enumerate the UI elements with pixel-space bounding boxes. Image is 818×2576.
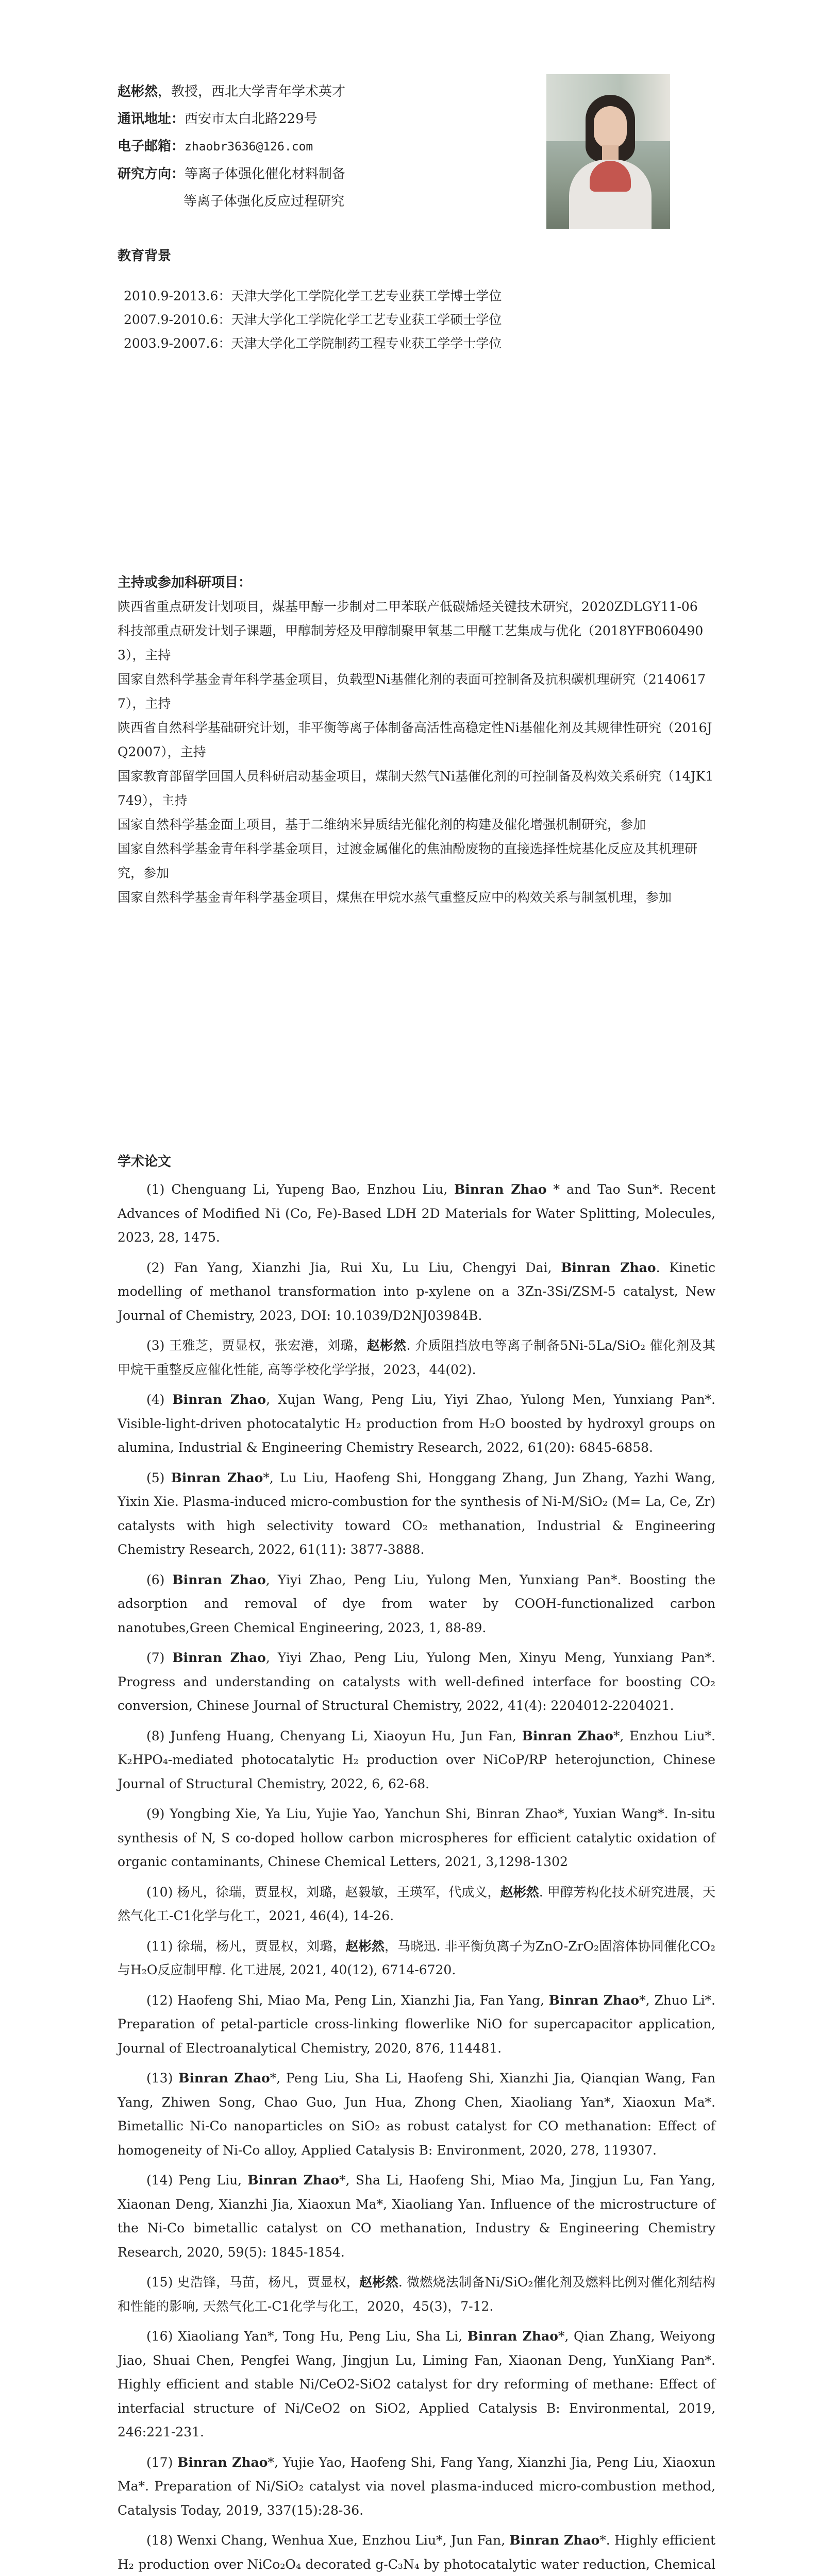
grant-item: 国家自然科学基金面上项目，基于二维纳米异质结光催化剂的构建及催化增强机制研究，参加 — [118, 817, 646, 832]
paper-text-post: *, Peng Liu, Sha Li, Haofeng Shi, Xianzhi Jia, Qianqian Wang, Fan Yang, Zhiwen Song, Chao Guo, Jun Hua, Zhong Chen, Xiaoliang Yan*, Xiaoxun Ma*. Bimetallic Ni-Co nanoparticles on SiO₂ as robust catalyst for CO methanation: Effect of homogeneity of Ni-Co alloy, Applied Catalysis B: Environment, 2020, 278, 119307. — [118, 2071, 716, 2158]
paper-item — [118, 1178, 715, 1250]
paper-text-pre: (2) Fan Yang, Xianzhi Jia, Rui Xu, Lu Liu, Chengyi Dai, — [146, 1260, 561, 1275]
paper-item — [118, 2270, 715, 2318]
education-item: 2010.9-2013.6：天津大学化工学院化学工艺专业获工学博士学位 — [124, 289, 502, 303]
research-line-2 — [118, 188, 581, 215]
education-section — [118, 244, 715, 355]
paper-item — [118, 1466, 715, 1562]
research-value-1: 等离子体强化催化材料制备 — [185, 166, 346, 182]
paper-text-post: . Kinetic modelling of methanol transformation into p-xylene on a 3Zn-3Si/ZSM-5 catalyst, New Journal of Chemistry, 2023, DOI: 10.1039/D2NJ03984B. — [118, 1260, 715, 1323]
grant-item: 科技部重点研发计划子课题，甲醇制芳烃及甲醇制聚甲氧基二甲醚工艺集成与优化（2018YFB0604903），主持 — [118, 623, 704, 663]
education-item: 2003.9-2007.6：天津大学化工学院制药工程专业获工学学士学位 — [124, 336, 502, 351]
paper-author-highlight: Binran Zhao — [548, 1992, 640, 2008]
paper-item — [118, 2168, 715, 2264]
email-value[interactable]: zhaobr3636@126.com — [185, 140, 313, 154]
paper-author-highlight: Binran Zhao — [171, 1470, 263, 1485]
paper-item — [118, 2529, 715, 2576]
paper-author-highlight: 赵彬然 — [359, 2275, 398, 2290]
paper-author-highlight: Binran Zhao — [522, 1728, 613, 1743]
education-heading: 教育背景 — [118, 248, 172, 264]
grants-section — [118, 571, 715, 909]
address-line — [118, 106, 581, 133]
grants-list — [118, 595, 715, 909]
paper-author-highlight: Binran Zhao — [454, 1182, 547, 1197]
paper-text-pre: (9) Yongbing Xie, Ya Liu, Yujie Yao, Yanchun Shi, Binran Zhao*, Yuxian Wang*. In-situ synthesis of N, S co-doped hollow carbon microspheres for efficient catalytic oxidation of organic contaminants, Chinese Chemical Letters, 2021, 3,1298-1302 — [118, 1806, 715, 1869]
paper-text-post: . 介质阻挡放电等离子制备5Ni-5La/SiO₂ 催化剂及其甲烷干重整反应催化性能, 高等学校化学学报，2023，44(02). — [118, 1338, 715, 1377]
paper-text-post: , Yiyi Zhao, Peng Liu, Yulong Men, Yunxiang Pan*. Boosting the adsorption and removal of dye from water by COOH-functionalized carbon nanotubes,Green Chemical Engineering, 2023, 1, 88-89. — [118, 1572, 716, 1635]
paper-author-highlight: Binran Zhao — [177, 2454, 268, 2470]
grant-item: 国家自然科学基金青年科学基金项目，过渡金属催化的焦油酚废物的直接选择性烷基化反应及其机理研究，参加 — [118, 841, 698, 880]
paper-item — [118, 2451, 715, 2523]
paper-text-post: . 甲醇芳构化技术研究进展，天然气化工-C1化学与化工，2021, 46(4), 14-26. — [118, 1884, 715, 1923]
person-name: 赵彬然 — [118, 84, 158, 99]
grant-item: 国家教育部留学回国人员科研启动基金项目，煤制天然气Ni基催化剂的可控制备及构效关系研究（14JK1749），主持 — [118, 769, 714, 808]
paper-author-highlight: 赵彬然 — [500, 1884, 539, 1900]
paper-text-post: * and Tao Sun*. Recent Advances of Modified Ni (Co, Fe)-Based LDH 2D Materials for Water Splitting, Molecules, 2023, 28, 1475. — [118, 1182, 715, 1245]
paper-text-pre: (12) Haofeng Shi, Miao Ma, Peng Lin, Xianzhi Jia, Fan Yang, — [146, 1992, 549, 2008]
paper-item — [118, 1989, 715, 2061]
profile-photo — [546, 74, 670, 229]
paper-text-pre: (3) 王雅芝，贾显权，张宏港，刘璐， — [146, 1338, 367, 1353]
paper-item — [118, 1256, 715, 1328]
paper-author-highlight: Binran Zhao — [561, 1260, 656, 1275]
paper-text-post: *, Qian Zhang, Weiyong Jiao, Shuai Chen, Pengfei Wang, Jingjun Lu, Liming Fan, Xiaonan Deng, YunXiang Pan*. Highly efficient and stable Ni/CeO2-SiO2 catalyst for dry reforming of methane: Effect of interfacial structure of Ni/CeO2 on SiO2, Applied Catalysis B: Environmental, 2019, 246:221-231. — [118, 2329, 715, 2439]
paper-text-pre: (13) — [146, 2071, 179, 2086]
paper-item — [118, 1568, 715, 1640]
paper-text-post: *, Zhuo Li*. Preparation of petal-particle cross-linking flowerlike NiO for supercapacitor application, Journal of Electroanalytical Chemistry, 2020, 876, 114481. — [118, 1992, 716, 2056]
paper-text-pre: (1) Chenguang Li, Yupeng Bao, Enzhou Liu, — [146, 1182, 455, 1197]
paper-text-post: . 微燃烧法制备Ni/SiO₂催化剂及燃料比例对催化剂结构和性能的影响, 天然气化工-C1化学与化工，2020，45(3)，7-12. — [118, 2275, 715, 2314]
paper-text-pre: (8) Junfeng Huang, Chenyang Li, Xiaoyun Hu, Jun Fan, — [146, 1728, 522, 1743]
paper-item — [118, 1334, 715, 1382]
paper-text-post: *, Enzhou Liu*. K₂HPO₄-mediated photocatalytic H₂ production over NiCoP/RP heterojunction, Chinese Journal of Structural Chemistry, 2022, 6, 62-68. — [118, 1728, 715, 1791]
paper-text-post: *. Highly efficient H₂ production over NiCo₂O₄ decorated g-C₃N₄ by photocatalytic water reduction, Chemical — [118, 2533, 715, 2572]
grant-item: 国家自然科学基金青年科学基金项目，负载型Ni基催化剂的表面可控制备及抗积碳机理研究（21406177），主持 — [118, 672, 706, 711]
research-value-2: 等离子体强化反应过程研究 — [183, 194, 345, 209]
paper-item — [118, 2066, 715, 2162]
paper-item — [118, 1880, 715, 1928]
research-line — [118, 161, 581, 188]
name-line — [118, 78, 581, 106]
paper-text-pre: (15) 史浩锋，马苗，杨凡，贾显权， — [146, 2275, 360, 2290]
email-label: 电子邮箱： — [118, 139, 185, 154]
profile-block — [118, 78, 581, 215]
paper-text-post: *, Lu Liu, Haofeng Shi, Honggang Zhang, Jun Zhang, Yazhi Wang, Yixin Xie. Plasma-induced micro-combustion for the synthesis of Ni-M/SiO₂ (M= La, Ce, Zr) catalysts with high selectivity toward CO₂ methanation, Industrial & Engineering Chemistry Research, 2022, 61(11): 3877-3888. — [118, 1470, 716, 1557]
grant-item: 国家自然科学基金青年科学基金项目，煤焦在甲烷水蒸气重整反应中的构效关系与制氢机理，参加 — [118, 890, 672, 905]
paper-author-highlight: 赵彬然 — [366, 1338, 407, 1353]
email-line — [118, 133, 581, 161]
grants-heading: 主持或参加科研项目： — [118, 575, 252, 590]
paper-text-post: *, Sha Li, Haofeng Shi, Miao Ma, Jingjun Lu, Fan Yang, Xiaonan Deng, Xianzhi Jia, Xiaoxun Ma*, Xiaoliang Yan. Influence of the microstructure of the Ni-Co bimetallic catalyst on CO methanation, Industry & Engineering Chemistry Research, 2020, 59(5): 1845-1854. — [118, 2173, 715, 2260]
paper-item — [118, 1724, 715, 1797]
paper-item — [118, 2325, 715, 2445]
grant-item: 陕西省自然科学基础研究计划，非平衡等离子体制备高活性高稳定性Ni基催化剂及其规律性研究（2016JQ2007），主持 — [118, 720, 712, 759]
education-list — [118, 284, 715, 355]
address-value: 西安市太白北路229号 — [185, 111, 318, 127]
paper-text-pre: (4) — [146, 1392, 173, 1407]
paper-author-highlight: 赵彬然 — [345, 1938, 385, 1954]
paper-text-post: *, Yujie Yao, Haofeng Shi, Fang Yang, Xianzhi Jia, Peng Liu, Xiaoxun Ma*. Preparation of Ni/SiO₂ catalyst via novel plasma-induced micro-combustion method, Catalysis Today, 2019, 337(15):28-36. — [118, 2454, 715, 2518]
papers-section — [118, 1150, 715, 2576]
research-label: 研究方向： — [118, 166, 185, 182]
paper-text-post: , Yiyi Zhao, Peng Liu, Yulong Men, Xinyu Meng, Yunxiang Pan*. Progress and understanding on catalysts with well-defined interface for boosting CO₂ conversion, Chinese Journal of Structural Chemistry, 2022, 41(4): 2204012-2204021. — [118, 1650, 716, 1713]
address-label: 通讯地址： — [118, 111, 185, 127]
paper-item — [118, 1935, 715, 1982]
paper-text-post: , Xujan Wang, Peng Liu, Yiyi Zhao, Yulong Men, Yunxiang Pan*. Visible-light-driven photocatalytic H₂ production from H₂O boosted by hydroxyl groups on alumina, Industrial & Engineering Chemistry Research, 2022, 61(20): 6845-6858. — [118, 1392, 715, 1455]
paper-author-highlight: Binran Zhao — [178, 2071, 270, 2086]
paper-text-pre: (14) Peng Liu, — [146, 2173, 248, 2188]
paper-item — [118, 1646, 715, 1718]
papers-list — [118, 1178, 715, 2576]
person-title: ，教授，西北大学青年学术英才 — [158, 84, 346, 99]
paper-text-pre: (5) — [146, 1470, 171, 1485]
paper-text-pre: (11) 徐瑞，杨凡，贾显权，刘璐， — [146, 1938, 346, 1954]
paper-author-highlight: Binran Zhao — [247, 2173, 340, 2188]
paper-author-highlight: Binran Zhao — [172, 1392, 266, 1407]
paper-item — [118, 1802, 715, 1874]
photo-face — [594, 106, 627, 148]
paper-author-highlight: Binran Zhao — [172, 1650, 266, 1665]
paper-author-highlight: Binran Zhao — [509, 2533, 600, 2548]
papers-heading: 学术论文 — [118, 1154, 172, 1170]
paper-text-pre: (7) — [146, 1650, 173, 1665]
education-item: 2007.9-2010.6：天津大学化工学院化学工艺专业获工学硕士学位 — [124, 312, 502, 327]
paper-author-highlight: Binran Zhao — [172, 1572, 266, 1587]
paper-text-pre: (17) — [146, 2454, 178, 2470]
paper-author-highlight: Binran Zhao — [467, 2329, 558, 2344]
paper-text-post: ，马晓迅. 非平衡负离子为ZnO-ZrO₂固溶体协同催化CO₂与H₂O反应制甲醇. 化工进展, 2021, 40(12), 6714-6720. — [118, 1938, 715, 1977]
paper-text-pre: (16) Xiaoliang Yan*, Tong Hu, Peng Liu, Sha Li, — [146, 2329, 468, 2344]
paper-item — [118, 1388, 715, 1460]
paper-text-pre: (6) — [146, 1572, 173, 1587]
paper-text-pre: (18) Wenxi Chang, Wenhua Xue, Enzhou Liu*, Jun Fan, — [146, 2533, 510, 2548]
grant-item: 陕西省重点研发计划项目，煤基甲醇一步制对二甲苯联产低碳烯烃关键技术研究，2020ZDLGY11-06 — [118, 599, 698, 614]
paper-text-pre: (10) 杨凡，徐瑞，贾显权，刘璐，赵毅敏，王瑛军，代成义， — [146, 1884, 500, 1900]
